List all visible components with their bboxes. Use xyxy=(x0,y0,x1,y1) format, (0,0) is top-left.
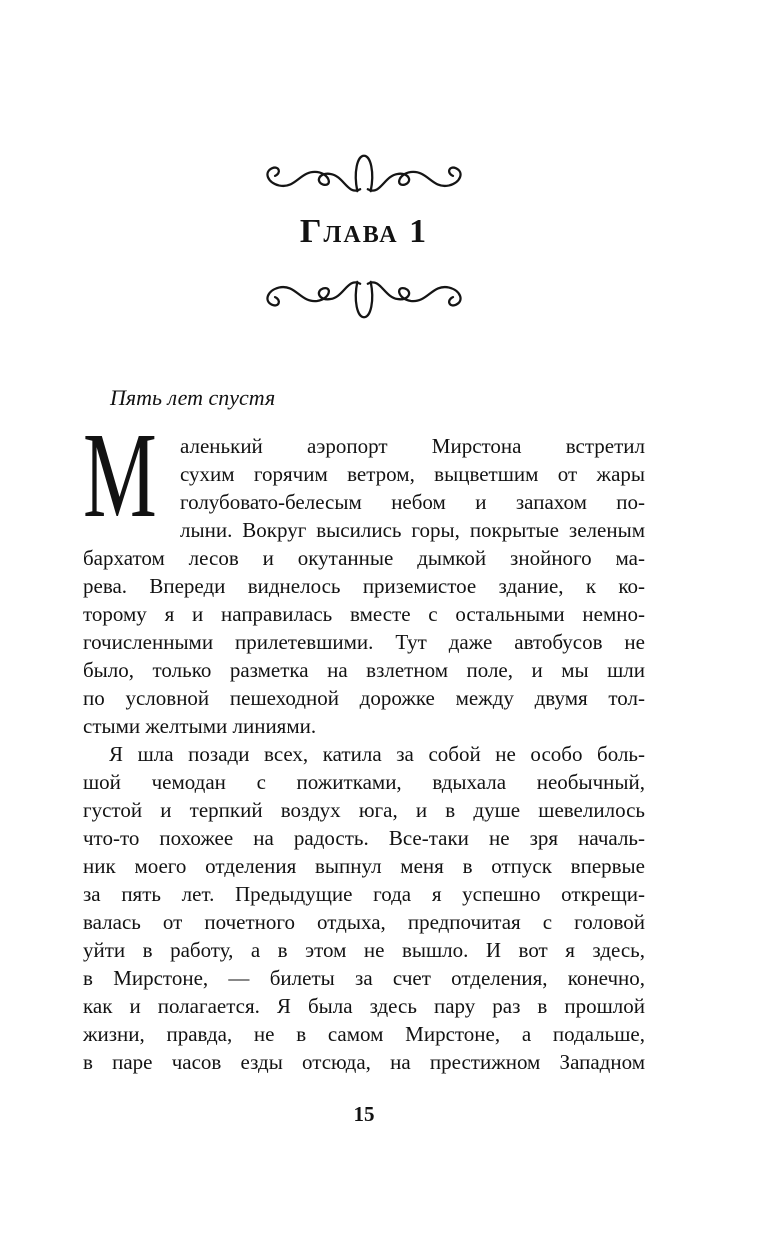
text-line: как и полагается. Я была здесь пару раз в прошлой xyxy=(83,994,645,1018)
body-text xyxy=(83,408,645,1076)
text-line: торому я и направилась вместе с остальными немно- xyxy=(83,602,645,626)
text-line: сухим горячим ветром, выцветшим от жары xyxy=(180,462,645,486)
text-line: стыми желтыми линиями. xyxy=(83,714,317,738)
text-line: аленький аэропорт Мирстона встретил xyxy=(180,434,645,458)
paragraph xyxy=(83,740,645,1076)
text-line: валась от почетного отдыха, предпочитая с головой xyxy=(83,910,645,934)
text-line: Я шла позади всех, катила за собой не особо боль- xyxy=(109,742,645,766)
text-line: что-то похожее на радость. Все-таки не зря началь- xyxy=(83,826,645,850)
text-line: шой чемодан с пожитками, вдыхала необычный, xyxy=(83,770,645,794)
text-line: рева. Впереди виднелось приземистое здание, к ко- xyxy=(83,574,645,598)
calligraphic-flourish-top-icon xyxy=(241,151,487,195)
text-line: голубовато-белесым небом и запахом по- xyxy=(180,490,645,514)
chapter-header xyxy=(83,0,645,322)
drop-cap: М xyxy=(83,408,157,543)
text-line: по условной пешеходной дорожке между двумя тол- xyxy=(83,686,645,710)
text-line: жизни, правда, не в самом Мирстоне, а подальше, xyxy=(83,1022,645,1046)
text-line: в Мирстоне, — билеты за счет отделения, конечно, xyxy=(83,966,645,990)
text-line: бархатом лесов и окутанные дымкой знойного ма- xyxy=(83,546,645,570)
page-number: 15 xyxy=(353,1102,375,1126)
text-line: уйти в работу, а в этом не вышло. И вот я здесь, xyxy=(83,938,645,962)
text-line: гочисленными прилетевшими. Тут даже автобусов не xyxy=(83,630,645,654)
text-line: в паре часов езды отсюда, на престижном Западном xyxy=(83,1050,645,1074)
chapter-title: Глава 1 xyxy=(299,213,429,250)
section-label: Пять лет спустя xyxy=(110,385,276,410)
text-line: лыни. Вокруг высились горы, покрытые зеленым xyxy=(180,518,645,542)
text-line: ник моего отделения выпнул меня в отпуск впервые xyxy=(83,854,645,878)
paragraph xyxy=(83,408,645,740)
calligraphic-flourish-bottom-icon xyxy=(241,278,487,322)
text-line: было, только разметка на взлетном поле, и мы шли xyxy=(83,658,645,682)
text-line: за пять лет. Предыдущие года я успешно открещи- xyxy=(83,882,645,906)
text-line: густой и терпкий воздух юга, и в душе шевелилось xyxy=(83,798,645,822)
